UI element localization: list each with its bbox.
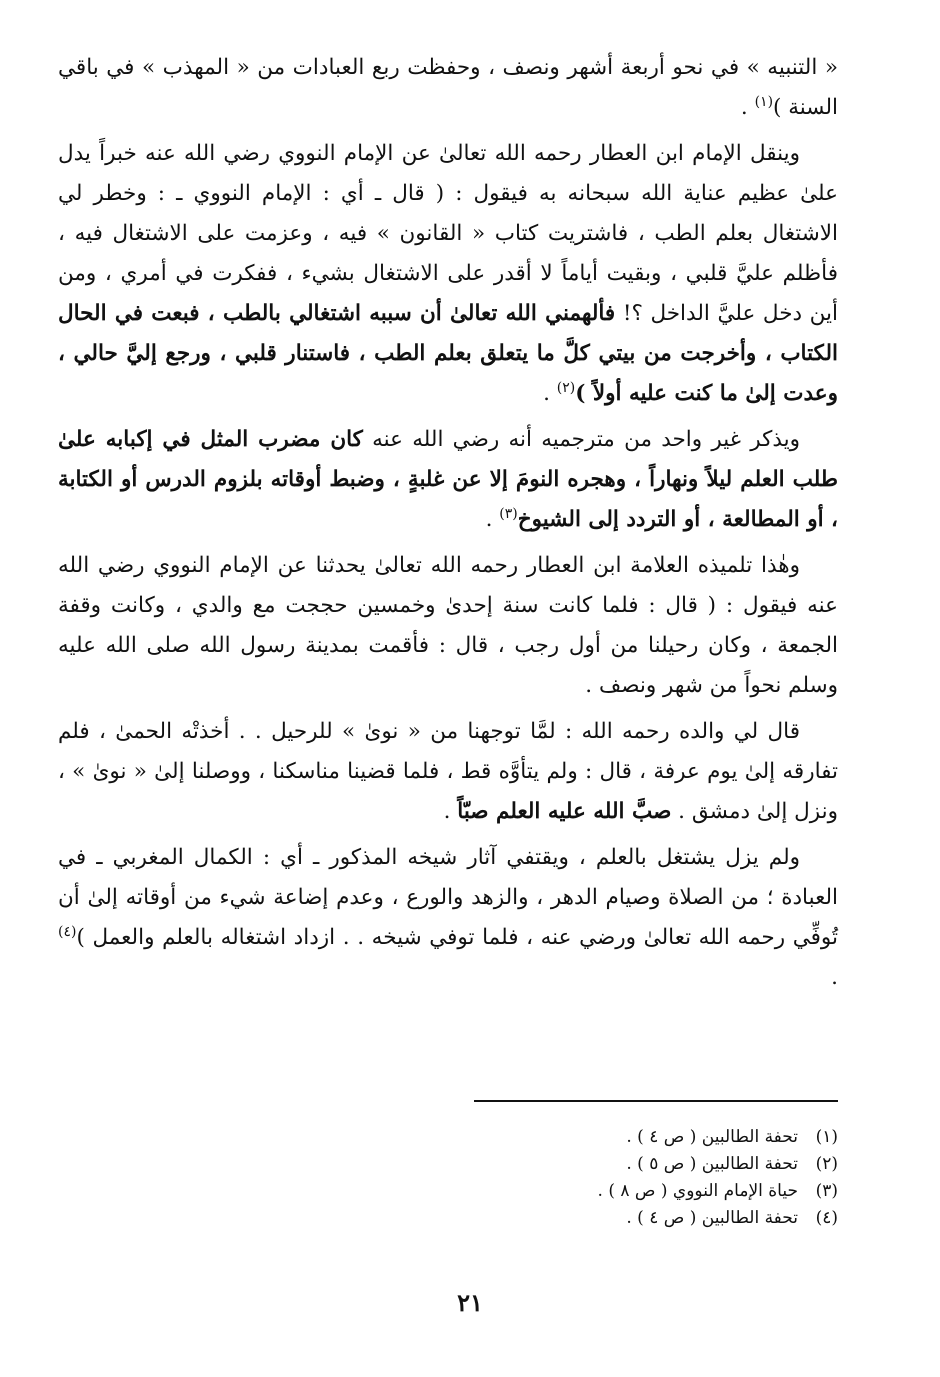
paragraph-2: [58, 134, 838, 414]
footnote-2: [338, 1151, 838, 1178]
footnote-ref-4: (٤): [58, 923, 77, 940]
page-body: [58, 48, 838, 1004]
paragraph-5-end: .: [443, 799, 458, 824]
page-number: ٢١: [457, 1288, 483, 1317]
paragraph-3: [58, 420, 838, 540]
footnote-4: [338, 1205, 838, 1232]
paragraph-2-bold-text: فألهمني الله تعالىٰ أن سببه اشتغالي بالطب ، فبعت في الحال الكتاب ، وأخرجت من بيتي كلَّ ما يتعلق بعلم الطب ، فاستنار قلبي ، ورجع إليَّ حالي ، وعدت إلىٰ ما كنت عليه أولاً ): [58, 301, 838, 406]
paragraph-5-bold-text: صبَّ الله عليه العلم صبّاً: [457, 799, 672, 824]
footnote-text: تحفة الطالبين ( ص ٥ ) .: [626, 1154, 798, 1174]
paragraph-1-text: « التنبيه » في نحو أربعة أشهر ونصف ، وحفظت ربع العبادات من « المهذب » في باقي السنة ): [58, 55, 838, 120]
paragraph-1: [58, 48, 838, 128]
paragraph-3-bold-text: كان مضرب المثل في إكبابه علىٰ طلب العلم ليلاً ونهاراً ، وهجره النومَ إلا عن غلبةٍ ، وضبط أوقاته بلزوم الدرس أو الكتابة ، أو المطالعة ، أو التردد إلى الشيوخ: [58, 427, 838, 532]
footnote-text: تحفة الطالبين ( ص ٤ ) .: [626, 1127, 798, 1147]
paragraph-3-end: .: [485, 507, 500, 532]
footnotes: [338, 1124, 838, 1232]
paragraph-1-end: .: [740, 95, 755, 120]
footnote-ref-2: (٢): [556, 379, 576, 396]
paragraph-2-end: .: [543, 381, 557, 406]
paragraph-6-end: .: [831, 965, 838, 990]
footnote-ref-1: (١): [754, 93, 774, 110]
paragraph-4-text: وهٰذا تلميذه العلامة ابن العطار رحمه الله تعالىٰ يحدثنا عن الإمام النووي رضي الله عنه فيقول : ( قال : فلما كانت سنة إحدىٰ وخمسين حججت مع والدي ، وكانت وقفة الجمعة ، وكان رحيلنا من أول رجب ، قال : فأقمت بمدينة رسول الله صلى الله عليه وسلم نحواً من شهر ونصف .: [58, 553, 838, 698]
footnote-1: [338, 1124, 838, 1151]
paragraph-2-text: وينقل الإمام ابن العطار رحمه الله تعالىٰ عن الإمام النووي رضي الله عنه خبراً يدل علىٰ عظيم عناية الله سبحانه به فيقول : ( قال ـ أي : الإمام النووي ـ : وخطر لي الاشتغال بعلم الطب ، فاشتريت كتاب « القانون » فيه ، وعزمت على الاشتغال فيه ، فأظلم عليَّ قلبي ، وبقيت أياماً لا أقدر على الاشتغال بشيء ، ففكرت في أمري ، ومن أين دخل عليَّ الداخل ؟!: [58, 141, 839, 326]
footnote-3: [338, 1178, 838, 1205]
footnote-ref-3: (٣): [499, 505, 518, 522]
footnote-number: (٣): [815, 1181, 838, 1201]
paragraph-5: [58, 712, 838, 832]
paragraph-6: [58, 838, 838, 998]
footnote-divider: [474, 1100, 838, 1102]
paragraph-6-text: ولم يزل يشتغل بالعلم ، ويقتفي آثار شيخه المذكور ـ أي : الكمال المغربي ـ في العبادة ؛ من الصلاة وصيام الدهر ، والزهد والورع ، وعدم إضاعة شيء من أوقاته إلىٰ أن تُوفِّي رحمه الله تعالىٰ ورضي عنه ، فلما توفي شيخه . . ازداد اشتغاله بالعلم والعمل ): [58, 845, 838, 950]
paragraph-5-text: قال لي والده رحمه الله : لمَّا توجهنا من « نوىٰ » للرحيل . . أخذتْه الحمىٰ ، فلم تفارقه إلىٰ يوم عرفة ، قال : ولم يتأوَّه قط ، فلما قضينا مناسكنا ، ووصلنا إلىٰ « نوىٰ » ، ونزل إلىٰ دمشق .: [58, 719, 838, 824]
footnote-number: (٤): [815, 1208, 838, 1228]
footnote-text: حياة الإمام النووي ( ص ٨ ) .: [597, 1181, 798, 1201]
paragraph-3-text: ويذكر غير واحد من مترجميه أنه رضي الله عنه: [362, 427, 800, 452]
footnote-number: (١): [815, 1127, 838, 1147]
paragraph-4: [58, 546, 838, 706]
footnote-number: (٢): [815, 1154, 838, 1174]
footnote-text: تحفة الطالبين ( ص ٤ ) .: [626, 1208, 798, 1228]
